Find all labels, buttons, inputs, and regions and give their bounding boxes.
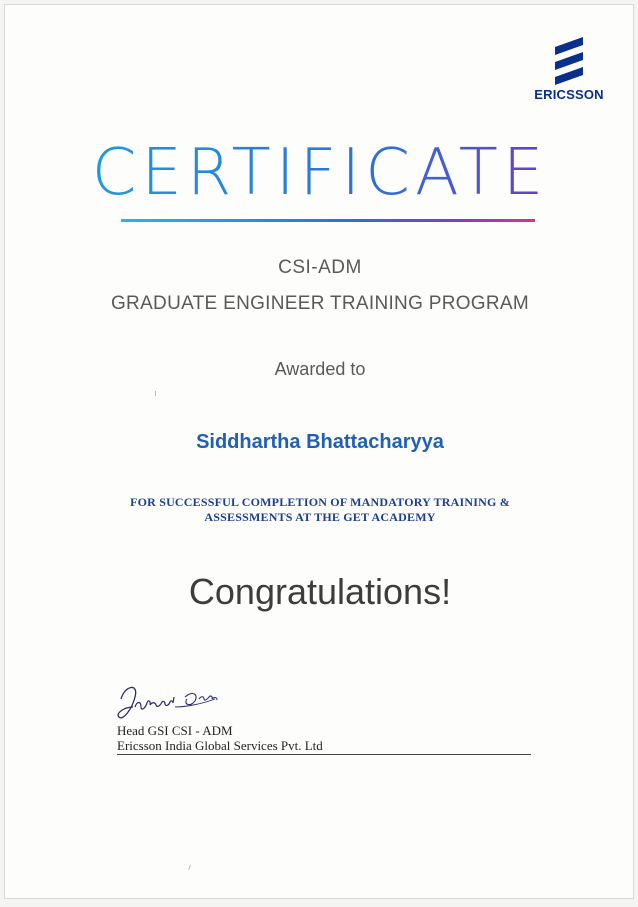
certificate-page	[4, 4, 634, 899]
signature-line	[117, 754, 531, 755]
ericsson-logo	[529, 35, 609, 107]
ericsson-logo-icon	[551, 35, 587, 85]
certificate-title: CERTIFICATE	[5, 133, 634, 213]
paper-speck	[188, 865, 191, 870]
signatory-organization: Ericsson India Global Services Pvt. Ltd	[117, 738, 323, 753]
paper-speck	[155, 391, 156, 396]
title-divider	[121, 219, 535, 222]
logo-wordmark: ERICSSON	[534, 87, 604, 102]
congratulations-text: Congratulations!	[188, 571, 452, 612]
program-name: GRADUATE ENGINEER TRAINING PROGRAM	[110, 293, 530, 314]
handwritten-signature	[115, 677, 245, 725]
program-code: CSI-ADM	[278, 257, 362, 278]
signatory-title: Head GSI CSI - ADM	[117, 723, 233, 738]
awarded-label: Awarded to	[274, 359, 366, 379]
completion-statement: FOR SUCCESSFUL COMPLETION OF MANDATORY TRAINING & ASSESSMENTS AT THE GET ACADEMY	[130, 495, 510, 524]
recipient-name: Siddhartha Bhattacharyya	[196, 431, 444, 453]
